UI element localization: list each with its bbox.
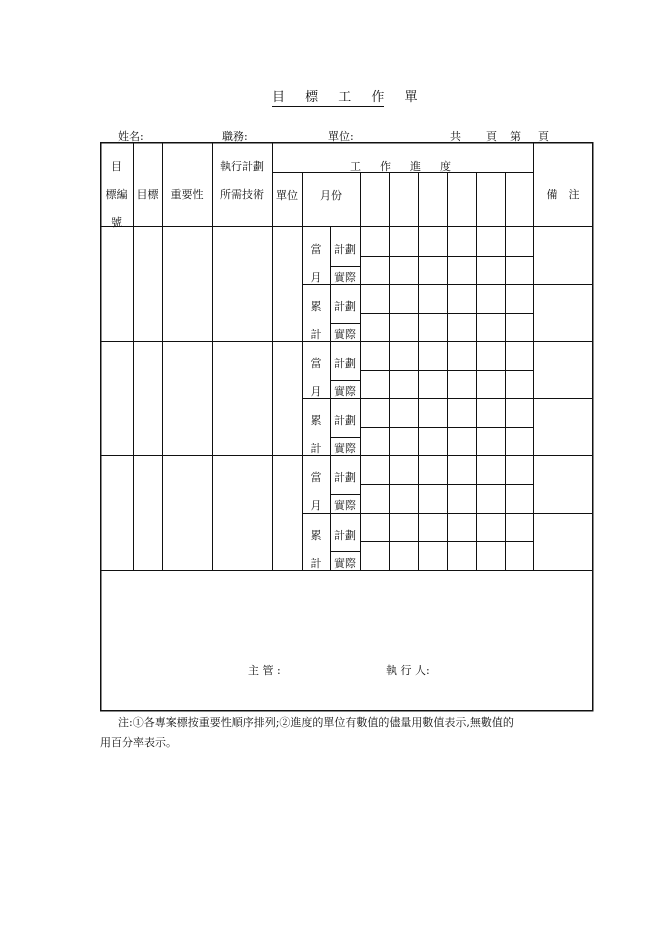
plan-label: 計劃: [334, 357, 356, 370]
plan-label: 計劃: [334, 414, 356, 427]
current-month-label-2: 月: [310, 385, 322, 398]
col-goal-no-line3: 號: [111, 216, 122, 229]
col-month: 月份: [320, 189, 342, 202]
plan-label: 計劃: [334, 300, 356, 313]
name-label: 姓名:: [118, 130, 144, 143]
actual-label: 實際: [334, 385, 356, 398]
cumulative-label-2: 計: [310, 328, 322, 341]
supervisor-label: 主 管 :: [248, 664, 281, 677]
executor-label: 執 行 人:: [386, 664, 430, 677]
actual-label: 實際: [334, 442, 356, 455]
col-goal: 目標: [136, 188, 159, 201]
cumulative-label-1: 累: [310, 300, 322, 313]
cumulative-label-1: 累: [310, 414, 322, 427]
unit-label: 單位:: [328, 130, 354, 143]
no-label: 第: [510, 130, 521, 143]
note-line-1: 注:①各專案標按重要性順序排列;②進度的單位有數值的儘量用數值表示,無數值的: [118, 716, 514, 729]
current-month-label-1: 當: [310, 357, 322, 370]
current-month-label-2: 月: [310, 271, 322, 284]
col-unit: 單位: [276, 189, 298, 202]
actual-label: 實際: [334, 499, 356, 512]
cumulative-label-2: 計: [310, 442, 322, 455]
col-goal-no-line1: 目: [111, 160, 122, 173]
actual-label: 實際: [334, 271, 356, 284]
col-remarks: 備 注: [546, 188, 580, 201]
col-plan-line1: 執行計劃: [220, 160, 264, 173]
actual-label: 實際: [334, 557, 356, 570]
plan-label: 計劃: [334, 471, 356, 484]
position-label: 職務:: [222, 130, 248, 143]
cumulative-label-2: 計: [310, 557, 322, 570]
plan-label: 計劃: [334, 529, 356, 542]
page-label: 頁: [486, 130, 497, 143]
current-month-label-2: 月: [310, 499, 322, 512]
total-label: 共: [450, 130, 461, 143]
actual-label: 實際: [334, 328, 356, 341]
note-line-2: 用百分率表示。: [100, 736, 177, 749]
current-month-label-1: 當: [310, 243, 322, 256]
plan-label: 計劃: [334, 243, 356, 256]
page-title: 目 標 工 作 單: [272, 86, 384, 107]
page-label-2: 頁: [538, 130, 549, 143]
progress-header: 工 作 進 度: [350, 160, 455, 173]
col-plan-line2: 所需技術: [220, 188, 264, 201]
cumulative-label-1: 累: [310, 529, 322, 542]
col-goal-no-line2: 標編: [105, 188, 128, 201]
col-importance: 重要性: [170, 188, 204, 201]
current-month-label-1: 當: [310, 471, 322, 484]
